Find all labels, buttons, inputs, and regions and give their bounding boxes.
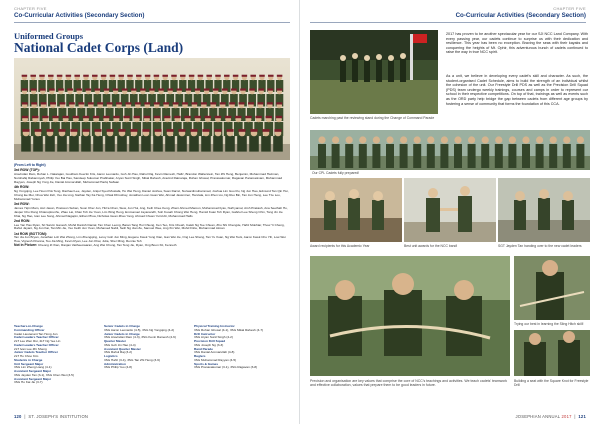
cpl-cadet-head bbox=[441, 136, 448, 143]
cadet-beret bbox=[123, 116, 129, 118]
cadet-figure bbox=[117, 136, 127, 152]
rope-training-photo bbox=[310, 256, 510, 376]
cadet-figure bbox=[105, 136, 115, 152]
cadet-beret bbox=[46, 129, 53, 132]
cadet-figure bbox=[69, 136, 79, 152]
cpl-cadet bbox=[359, 144, 367, 168]
cadet-beret bbox=[32, 116, 38, 118]
cadet-beret bbox=[22, 129, 29, 132]
name-row: 3rd ROW: James Yiqin Mam, Asri Jason, Pratosun Suban, Soon Kher Jun, Hizra Chan, Siew, Jun Hui, Ang, Keih Chee Keng, Zheni Ahmed Mamun, Muhammad Ilyas, Nurhyamal, Arsh Prakash, Ana Seethah Ho, Jasper Cho Rong Chianuptrenhu, Zhao Lai, Chan Toh Jie Yuan, Lim Wing Heng, Emmanuel Jayanandh, Soh Kuoah Chong Wei Heng, Hamid Kuan Toh Ryan, Gabriel Lee Sheng Chin, Tong Jin Jie Khai, Ng Hao, Ivan Lee Song, Ahmad Nagapin, Ethan Phua, Nicholas Guan Zhao Yang, Ahmad Chuan Yurid Ali, Muhammad Hafis bbox=[14, 201, 288, 218]
cadet-beret bbox=[118, 75, 124, 77]
cadet-beret bbox=[93, 116, 99, 118]
cadet-beret bbox=[113, 88, 119, 90]
cadet-beret bbox=[39, 75, 45, 77]
cadet-beret bbox=[240, 88, 246, 90]
cpl-cadet bbox=[454, 144, 462, 168]
cadet-beret bbox=[257, 102, 263, 104]
cpl-cadet-head bbox=[454, 136, 461, 143]
cadet-figure bbox=[213, 136, 223, 152]
section-label: Uniformed Groups bbox=[14, 31, 84, 41]
cpl-cadet-head bbox=[346, 136, 353, 143]
cadet-beret bbox=[31, 102, 37, 104]
cadet-figure bbox=[33, 136, 43, 152]
cadet-beret bbox=[78, 102, 84, 104]
cadet-beret bbox=[233, 75, 239, 77]
cadet-figure bbox=[273, 136, 283, 152]
cpl-cadet bbox=[386, 144, 394, 168]
cadet-beret bbox=[178, 129, 185, 132]
cadet-beret bbox=[82, 129, 89, 132]
chapter-title: Co-Curricular Activities (Secondary Section) bbox=[14, 12, 145, 19]
roles-column-3: Physical Training Instructor 3SG Rohan Ghosal (4-1), 3SG Mikal Rahesh (4-7) Drill Instructor 3SG Aryan Sunil Singh (4-2) Precision Drill Squad 3SG Joseph Ng (3-3) Band Parade 3SG Danial Ammarullah (4-8) Buglers 3SG Muhammad Rayyan (4-5) Sports & Games 3SG Pranavakumar (3-1), 3SG Ragavan (3-8) bbox=[194, 324, 264, 370]
cadet-figure bbox=[141, 136, 151, 152]
cpl-cadet bbox=[332, 144, 340, 168]
sling-photo bbox=[514, 256, 590, 320]
cpl-cadet-head bbox=[414, 136, 421, 143]
roles-column-1: Teachers-in-Charge Commanding Officer Cadet Lieutenant Tan Hong Jun Cadet Leaders Teacher Officer 2LT Lee Wen Rui, 2LT Ng Yee Lin Cadet Leaders Teacher Officer 2LT Ivan Lee Zhi Sheng Junior Cadets Teacher Officer 2LT Ho Choo Kim Students in Charge Unit Sergeant Major 3SG Lim Zheng Liang (4-1) Assistant Sergeant Major 3SG Jayden Tan (3-1), 3SG Chen Wei (3-5) Assistant Sergeant Major 3SG Ho Kai Jie (3-7) bbox=[14, 324, 74, 385]
cadet-beret bbox=[57, 75, 63, 77]
cadet-beret bbox=[266, 116, 272, 118]
page-title: National Cadet Corps (Land) bbox=[14, 40, 184, 55]
cadet-beret bbox=[277, 75, 283, 77]
cadet-beret bbox=[59, 102, 65, 104]
cadet-beret bbox=[163, 102, 169, 104]
cpl-cadet bbox=[495, 144, 503, 168]
cadet-beret bbox=[66, 75, 72, 77]
cadet-beret bbox=[210, 102, 216, 104]
cadet-beret bbox=[255, 116, 261, 118]
cadet-figure bbox=[225, 136, 235, 152]
cpl-cadet bbox=[400, 144, 408, 168]
cadet-beret bbox=[195, 88, 201, 90]
caption-sling: Trying our best in learning the Sling Hitch skill! bbox=[514, 322, 584, 326]
cpl-cadet bbox=[427, 144, 435, 168]
name-row: Not in Picture: Cheong Zi Xian, Ranjan Vaitheeswaran, Ang Wei Chong, Tan Teng Jie, Ryan, Ong Boon Kit, Kenneth bbox=[14, 243, 177, 248]
cadet-beret bbox=[73, 116, 79, 118]
cpl-cadet-head bbox=[577, 136, 584, 143]
cadet-beret bbox=[268, 75, 274, 77]
cadet-beret bbox=[235, 116, 241, 118]
cadet-beret bbox=[136, 75, 142, 77]
school-name: ST. JOSEPH'S INSTITUTION bbox=[28, 414, 89, 419]
cpl-cadet bbox=[522, 144, 530, 168]
group-photo bbox=[14, 58, 290, 160]
cpl-cadet-head bbox=[495, 136, 502, 143]
cadet-beret bbox=[103, 116, 109, 118]
cadet-figure bbox=[57, 136, 67, 152]
cadet-beret bbox=[83, 75, 89, 77]
cadet-beret bbox=[85, 88, 91, 90]
cadet-beret bbox=[248, 102, 254, 104]
cadet-beret bbox=[171, 75, 177, 77]
cadet-beret bbox=[125, 102, 131, 104]
cadet-beret bbox=[149, 88, 155, 90]
caption-award: Award recipients for this Academic Year bbox=[310, 244, 370, 248]
cpl-cadet bbox=[440, 144, 448, 168]
cadet-beret bbox=[22, 88, 28, 90]
cpl-cadets-photo bbox=[310, 130, 590, 170]
cadet-beret bbox=[164, 116, 170, 118]
cadet-figure bbox=[165, 136, 175, 152]
cadet-beret bbox=[194, 116, 200, 118]
cadet-beret bbox=[231, 88, 237, 90]
knot-photo bbox=[514, 330, 590, 376]
cadet-figure bbox=[237, 136, 247, 152]
caption-ceremony: Cadets marching past the reviewing stand during the Change of Command Parade bbox=[310, 116, 435, 120]
cadet-beret bbox=[131, 88, 137, 90]
cadet-beret bbox=[189, 75, 195, 77]
cpl-cadet bbox=[318, 144, 326, 168]
cadet-beret bbox=[76, 88, 82, 90]
page-number: 120 bbox=[14, 414, 22, 419]
name-row: 1st ROW (BOTTOM): Tan Jia Jun Bryan, Jonathan Loh Wei Zhong, Lim Zhengqing, Leroy Goh Jun Ming, Eugene Kwek Yong Xian, Gan Wei Jie, Ong Lee Sheng, Tan Yu Xuan, Ng Wei Teck, Aaron Kwek Chu Yih, Low Wei Hua, Vignesh Khanna, Teo Jia Ming, Kevin Ryan, Lee Jun Khai, Julia, Sher Ming, Rennie Teh bbox=[14, 231, 286, 244]
cadet-beret bbox=[166, 129, 173, 132]
right-page bbox=[300, 0, 600, 424]
cpl-cadet-head bbox=[332, 136, 339, 143]
cadet-beret bbox=[34, 129, 41, 132]
cadet-beret bbox=[191, 102, 197, 104]
cadet-figure bbox=[201, 136, 211, 152]
cadet-figure bbox=[153, 136, 163, 152]
cadet-figure bbox=[81, 136, 91, 152]
body-paragraph: As a unit, we believe in developing every cadet's skill and character. As such, the student-organised Cadet Schedule, aims to build the strength of an individual whilst the cohesion of the unit. Our Freestyle Drill PDS as well as the Precision Drill Squad (PDS) team undergo weekly trainings, courses and camps in order to represent our school in their respective competitions. On top of that, trainings as well as events such as the ORD party help bridge the gap between cadets from different age groups by fostering a sense of community that forms the foundation of this CCA. bbox=[446, 74, 588, 106]
cadet-beret bbox=[224, 75, 230, 77]
cadet-beret bbox=[69, 102, 75, 104]
cpl-cadet bbox=[345, 144, 353, 168]
cadet-beret bbox=[276, 116, 282, 118]
name-row: 4th ROW: Ng Yongqing, Lee Hoon Pok Teng, Rachael Lee, Jayden, Ariqul Syed Mustafa, Ho Wei Heng, Daniel Joshua, Suan Darrel, Nurwardimuhammad, Joshua Lim Guo Ru, Ng Jun Hao, Edmund Tan Qin Hui, Chong Ee Mei, Chua Wei Zeh, Yeo Jia Ling, Nathan Tay Ka Heng, Chiak Dhrushay, Jonathan Loon Guan Wei, Ahmad Jassminer, Hanzala, Lim Zhen Liu, Ng Ruo Bin, Tan Jun Heng, Lee Tze Loo, Muhammad Yunus bbox=[14, 185, 289, 201]
cadet-beret bbox=[110, 75, 116, 77]
cadet-beret bbox=[154, 75, 160, 77]
cpl-cadet-head bbox=[400, 136, 407, 143]
cadet-beret bbox=[154, 102, 160, 104]
cadet-beret bbox=[267, 102, 273, 104]
cadet-beret bbox=[267, 88, 273, 90]
cadet-beret bbox=[22, 116, 28, 118]
intro-paragraph: 2017 has proven to be another spectacular year for our SJI NCC Land Company. With every passing year, our cadets continue to surprise us with their dedication and resilience. This year has been no exception. Braving the seas with their kayaks and conquering the heights of Mt. Ophir, this adventurous bunch of cadets continued to raise the way in true NCC spirit. bbox=[446, 32, 588, 55]
annual-name: JOSEPHIAN ANNUAL bbox=[515, 414, 561, 419]
cadet-beret bbox=[122, 88, 128, 90]
cadet-beret bbox=[173, 102, 179, 104]
cpl-cadet bbox=[481, 144, 489, 168]
cadet-beret bbox=[182, 102, 188, 104]
cadet-beret bbox=[118, 129, 125, 132]
cpl-cadet-head bbox=[509, 136, 516, 143]
cpl-cadet bbox=[413, 144, 421, 168]
cadet-beret bbox=[239, 102, 245, 104]
cpl-cadet-head bbox=[373, 136, 380, 143]
left-footer: 120 | ST. JOSEPH'S INSTITUTION bbox=[14, 414, 89, 419]
cadet-beret bbox=[48, 75, 54, 77]
cadet-beret bbox=[58, 129, 65, 132]
cpl-cadet-head bbox=[536, 136, 543, 143]
cadet-beret bbox=[127, 75, 133, 77]
right-footer: JOSEPHIAN ANNUAL 2017 | 121 bbox=[515, 414, 586, 419]
caption-handshake: Best unit awards for the NCC band! bbox=[404, 244, 458, 248]
cadet-beret bbox=[202, 129, 209, 132]
cpl-cadet bbox=[549, 144, 557, 168]
cadet-beret bbox=[262, 129, 269, 132]
cadet-beret bbox=[220, 102, 226, 104]
name-row: 2nd ROW: Lee Yan Hao Ryan, Sri Sarvin Ganesh, Mohd Danish Danial, Tan Chen Leong, Baran Tang Hui Chieng, Ken Teo, Kris Cheah, Caleb Ng Tee Chuan, Zhu Shi Chengde, Hafiz Mokhtar, Thow Yi Cheng, Rahul Jayant, Ng Jun Kai, Tan Min Jie, Yeo Keith Jun Yuan, Mohamed Nabil, Seth Ng Jian Ze, Samuel Wee, Ang Xin Wei, Muhd Fitrie, Muhammad Aiman bbox=[14, 218, 285, 231]
cpl-cadet-head bbox=[550, 136, 557, 143]
cadet-beret bbox=[94, 129, 101, 132]
cadet-beret bbox=[101, 75, 107, 77]
cadet-beret bbox=[74, 75, 80, 77]
cadet-beret bbox=[225, 116, 231, 118]
cadet-beret bbox=[116, 102, 122, 104]
cadet-beret bbox=[186, 88, 192, 90]
cadet-beret bbox=[184, 116, 190, 118]
cadet-beret bbox=[226, 129, 233, 132]
cadet-beret bbox=[94, 88, 100, 90]
cpl-cadet-head bbox=[482, 136, 489, 143]
roles-column-2: Senior Cadets in Charge 3SG Aaron Leonardo (4-5), 3SG Ng Yongqing (4-2) Junior Cadets in Charge 3SG Aravindan Ram (4-3), 3SG Kevin Ramesh (4-6) Quarter Master 3SG Goh Jin Hao (4-4) Assistant Quarter Master 3SG Rahul Raj (3-2) Logistics 3SG Hafiz (3-4), 3SG Tan Zhi Heng (3-6) Administration 3SG Philip Yeo (4-8) bbox=[104, 324, 176, 370]
cadet-figure bbox=[249, 136, 259, 152]
cadet-beret bbox=[215, 116, 221, 118]
cpl-cadet-head bbox=[563, 136, 570, 143]
cadet-beret bbox=[249, 88, 255, 90]
cadet-beret bbox=[22, 102, 28, 104]
cadet-beret bbox=[40, 88, 46, 90]
cadet-beret bbox=[154, 129, 161, 132]
cadet-beret bbox=[50, 102, 56, 104]
cpl-cadet-head bbox=[386, 136, 393, 143]
cadet-beret bbox=[107, 102, 113, 104]
cadet-beret bbox=[31, 88, 37, 90]
cadet-beret bbox=[144, 116, 150, 118]
cadet-beret bbox=[83, 116, 89, 118]
cadet-beret bbox=[142, 129, 149, 132]
cadet-beret bbox=[167, 88, 173, 90]
cadet-beret bbox=[180, 75, 186, 77]
cadet-beret bbox=[214, 129, 221, 132]
cadet-beret bbox=[135, 102, 141, 104]
cpl-cadet bbox=[372, 144, 380, 168]
cadet-beret bbox=[106, 129, 113, 132]
cadet-beret bbox=[205, 116, 211, 118]
cadet-figure bbox=[129, 136, 139, 152]
cadet-beret bbox=[245, 116, 251, 118]
cadet-beret bbox=[42, 116, 48, 118]
cadet-figure bbox=[45, 136, 55, 152]
cadet-beret bbox=[30, 75, 36, 77]
cadet-beret bbox=[201, 102, 207, 104]
cadet-beret bbox=[104, 88, 110, 90]
cadet-beret bbox=[144, 102, 150, 104]
cadet-beret bbox=[276, 102, 282, 104]
header-rule bbox=[14, 22, 290, 23]
cadet-beret bbox=[62, 116, 68, 118]
annual-year: 2017 bbox=[561, 414, 572, 419]
chapter-tag: CHAPTER FIVE bbox=[553, 6, 586, 11]
header-rule bbox=[310, 22, 586, 23]
cadet-figure bbox=[177, 136, 187, 152]
cadet-beret bbox=[215, 75, 221, 77]
names-list bbox=[14, 168, 290, 248]
cadet-beret bbox=[250, 75, 256, 77]
cadet-beret bbox=[274, 129, 281, 132]
cadet-beret bbox=[52, 116, 58, 118]
cpl-cadet bbox=[563, 144, 571, 168]
cadet-beret bbox=[67, 88, 73, 90]
name-row: 3rd ROW (TOP): Aravindan Ram, Rohan L. Natarajan, Goutham Keertin Kris, Aaron Leonardo, Goh Jin Hao, Rahul Raj, Kevin Ramesh, Hafiz, Brandon Wallerstein, Tan Zhi Heng, Benjamin, Muhammad Hazman, Nurshafiq Rabamsyah, Philip Yeo Bai Hau, Sandeep Sukumar Prabhakar, Aryan Sunil Singh, Mikal Rahesh, Aravind Ratnaraja, Rohan Ghosal, Pranavakumar, Ragavan Paramasivam, Muhammad Rayyan, Joseph Ng Yong Jie, Danial Ammarullah, Muhammad Haziq Safwan bbox=[14, 168, 283, 184]
cadet-beret bbox=[213, 88, 219, 90]
cadet-beret bbox=[113, 116, 119, 118]
caption-cpl: Our CPL Cadets fully prepared! bbox=[312, 171, 360, 175]
cpl-cadet-head bbox=[318, 136, 325, 143]
handshake-photo bbox=[404, 178, 496, 242]
cpl-cadet bbox=[508, 144, 516, 168]
cadet-figure bbox=[93, 136, 103, 152]
cadet-beret bbox=[204, 88, 210, 90]
cadet-beret bbox=[140, 88, 146, 90]
caption-knot: Building a seat with the Square Knot for Freestyle Drill bbox=[514, 379, 589, 387]
cadet-beret bbox=[277, 88, 283, 90]
cadet-beret bbox=[238, 129, 245, 132]
cadet-beret bbox=[58, 88, 64, 90]
cpl-cadet-head bbox=[427, 136, 434, 143]
cadet-beret bbox=[130, 129, 137, 132]
chapter-title: Co-Curricular Activities (Secondary Section) bbox=[455, 12, 586, 19]
cadet-beret bbox=[259, 75, 265, 77]
award-photo bbox=[310, 178, 402, 242]
cadet-beret bbox=[258, 88, 264, 90]
cadet-beret bbox=[229, 102, 235, 104]
cadet-beret bbox=[134, 116, 140, 118]
cadet-beret bbox=[206, 75, 212, 77]
cadet-beret bbox=[190, 129, 197, 132]
cpl-cadet bbox=[536, 144, 544, 168]
closing-caption: Precision and organisation are key values that comprise the core of NCC's teachings and activities. We teach cadets' teamwork and effective collaboration, values that prepare them to be good leaders in future. bbox=[310, 379, 508, 387]
cadet-beret bbox=[198, 75, 204, 77]
cadet-beret bbox=[88, 102, 94, 104]
cadet-figure bbox=[189, 136, 199, 152]
cpl-cadet-head bbox=[359, 136, 366, 143]
caption-hand-over: SGT Jayden Tan handing over to the new cadet leaders bbox=[498, 244, 582, 248]
chapter-tag: CHAPTER FIVE bbox=[14, 6, 47, 11]
cadet-beret bbox=[41, 102, 47, 104]
cadet-beret bbox=[176, 88, 182, 90]
cadet-figure bbox=[21, 136, 31, 152]
cadet-beret bbox=[174, 116, 180, 118]
cpl-cadet bbox=[468, 144, 476, 168]
cadet-beret bbox=[222, 88, 228, 90]
ceremony-photo bbox=[310, 30, 438, 114]
page-number: 121 bbox=[578, 414, 586, 419]
cadet-beret bbox=[162, 75, 168, 77]
cadet-beret bbox=[49, 88, 55, 90]
cpl-cadet-head bbox=[468, 136, 475, 143]
cadet-beret bbox=[145, 75, 151, 77]
cadet-beret bbox=[22, 75, 28, 77]
cadet-beret bbox=[70, 129, 77, 132]
cadet-beret bbox=[97, 102, 103, 104]
cadet-figure bbox=[261, 136, 271, 152]
photo-caption: (From Left to Right) bbox=[14, 163, 46, 167]
hand-over-photo bbox=[498, 178, 590, 242]
cadet-beret bbox=[158, 88, 164, 90]
cpl-cadet bbox=[576, 144, 584, 168]
cadet-beret bbox=[154, 116, 160, 118]
cadet-beret bbox=[242, 75, 248, 77]
cpl-cadet-head bbox=[522, 136, 529, 143]
cadet-beret bbox=[92, 75, 98, 77]
cadet-beret bbox=[250, 129, 257, 132]
